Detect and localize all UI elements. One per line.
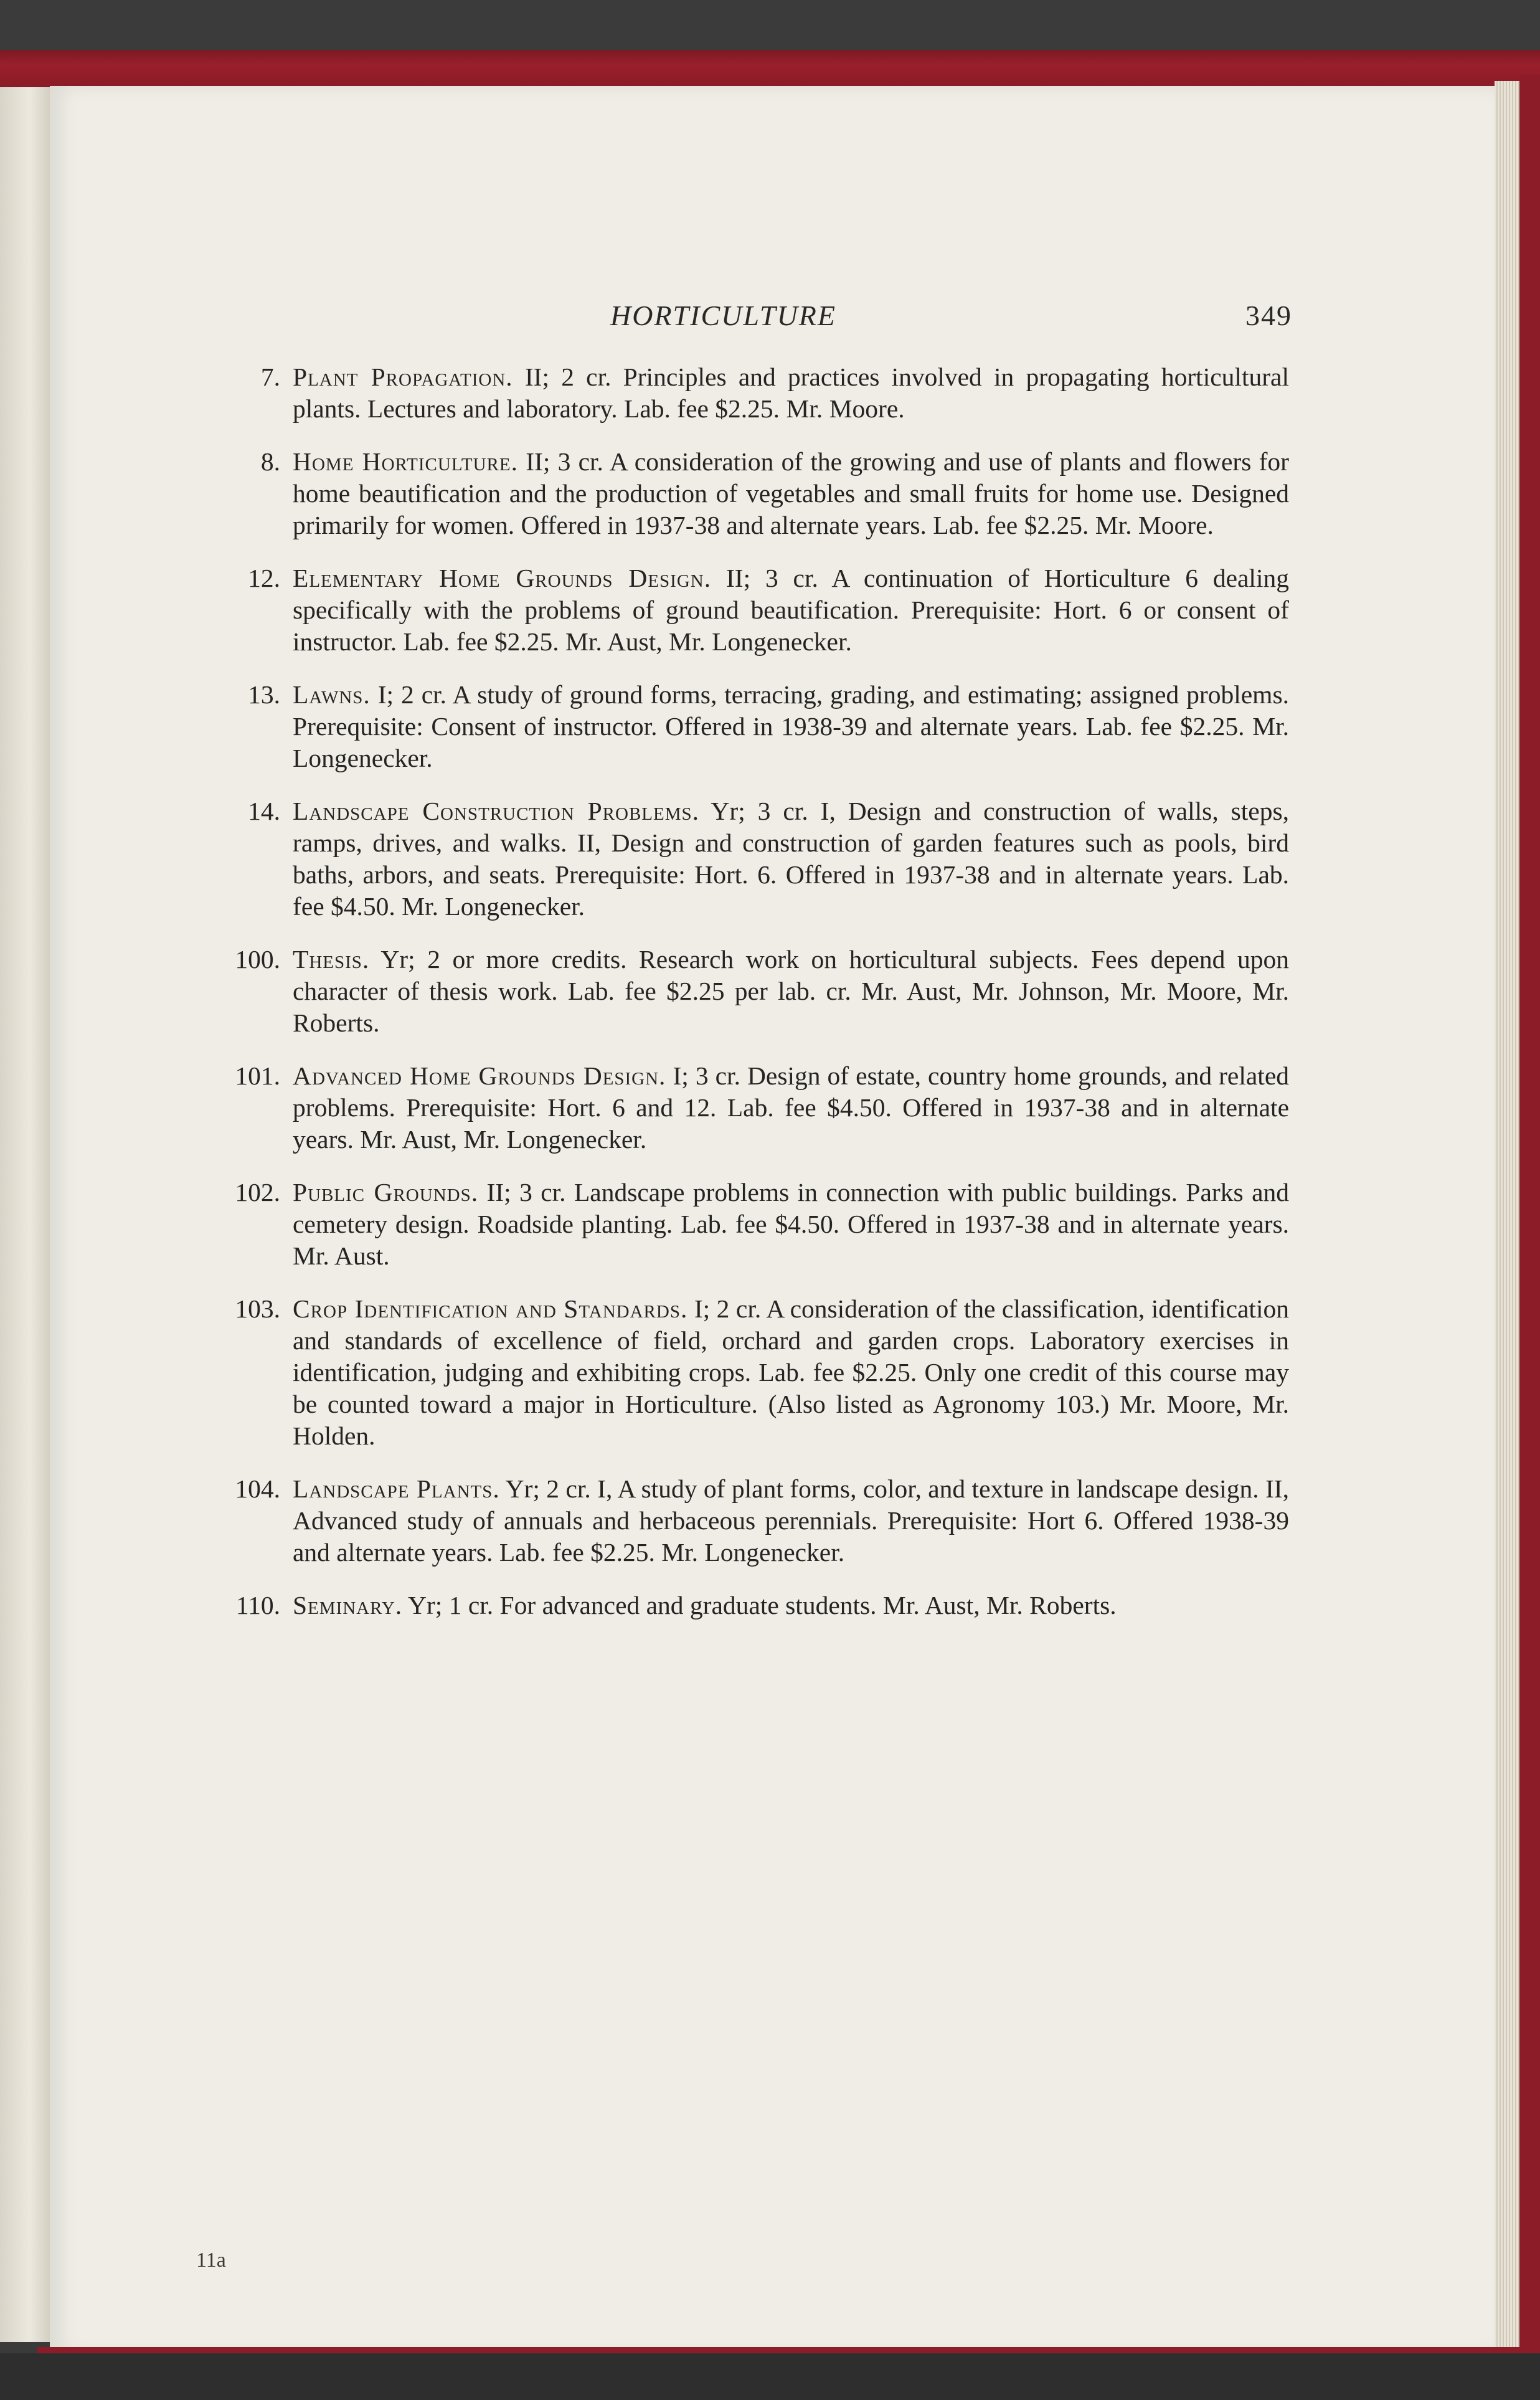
course-description: Yr; 3 cr. I, Design and construction of walls, steps, ramps, drives, and walks. II, Design and construction of garden features such as pools, bird baths, arbors, and seats. Prerequisite: Hort. 6. Offered in 1937-38 and in alternate years. Lab. fee $4.50. Mr. Longenecker. [293,797,1290,921]
course-number: 14. [248,797,280,825]
course-description: I; 2 cr. A consideration of the classification, identification and standards of excellence of field, orchard and garden crops. Laboratory exercises in identification, judging and exhibiting crops. Lab. fee $2.25. Only one credit of this course may be counted toward a major in Horticulture. (Also listed as Agronomy 103.) Mr. Moore, Mr. Holden. [293,1294,1289,1450]
course-description: I; 2 cr. A study of ground forms, terracing, grading, and estimating; assigned problems. Prerequisite: Consent of instructor. Offered in 1938-39 and alternate years. Lab. fee $2.25. Mr. Longenecker. [293,680,1289,772]
book-cover-edge-top [0,50,1540,87]
course-title: Landscape Construction Problems. [293,797,700,825]
course-title: Thesis. [293,945,370,974]
course-description: Yr; 2 cr. I, A study of plant forms, color, and texture in landscape design. II, Advanced study of annuals and herbaceous perennials. Prerequisite: Hort 6. Offered 1938-39 and alternate years. Lab. fee $2.25. Mr. Longenecker. [293,1474,1289,1567]
course-number: 12. [248,564,280,592]
course-entry [205,361,1289,425]
course-entry [205,1473,1289,1568]
course-title: Home Horticulture. [293,447,518,476]
course-number: 110. [235,1591,280,1620]
course-entry [205,1060,1289,1155]
course-title: Elementary Home Grounds Design. [293,564,712,592]
course-number: 100. [235,945,280,974]
course-entry [205,1177,1289,1272]
course-description: II; 2 cr. Principles and practices involved in propagating horticultural plants. Lectures and laboratory. Lab. fee $2.25. Mr. Moore. [293,363,1289,423]
course-number: 8. [260,447,280,476]
course-title: Crop Identification and Standards. [293,1294,688,1323]
course-description: I; 3 cr. Design of estate, country home grounds, and related problems. Prerequisite: Hort. 6 and 12. Lab. fee $4.50. Offered in 1937-38 and in alternate years. Mr. Aust, Mr. Longenecker. [293,1061,1290,1154]
course-entry [205,446,1289,541]
page-number: 349 [1245,300,1292,331]
course-entry [205,562,1289,658]
course-number: 102. [235,1178,280,1207]
course-title: Plant Propagation. [293,363,513,391]
scanner-background-bottom [0,2353,1540,2400]
course-number: 13. [248,680,280,709]
course-description: Yr; 2 or more credits. Research work on horticultural subjects. Fees depend upon character of thesis work. Lab. fee $2.25 per lab. cr. Mr. Aust, Mr. Johnson, Mr. Moore, Mr. Roberts. [293,945,1289,1037]
book-cover-edge-right [1519,75,1540,2367]
course-entry [205,679,1289,774]
course-title: Lawns. [293,680,371,709]
course-entry [205,795,1289,923]
course-entry [205,1293,1289,1452]
scanner-background-top [0,0,1540,53]
running-head-title: HORTICULTURE [610,300,837,331]
course-title: Public Grounds. [293,1178,479,1207]
course-number: 101. [235,1061,280,1090]
course-description: II; 3 cr. Landscape problems in connection with public buildings. Parks and cemetery design. Roadside planting. Lab. fee $4.50. Offered in 1937-38 and in alternate years. Mr. Aust. [293,1178,1289,1270]
facing-page-edge [0,87,50,2342]
course-title: Advanced Home Grounds Design. [293,1061,666,1090]
course-description: II; 3 cr. A consideration of the growing and use of plants and flowers for home beautification and the production of vegetables and small fruits for home use. Designed primarily for women. Offered in 1937-38 and alternate years. Lab. fee $2.25. Mr. Moore. [293,447,1289,539]
signature-mark: 11a [196,2249,226,2272]
course-list [205,361,1289,1643]
course-title: Seminary. [293,1591,403,1620]
course-entry [205,1590,1289,1621]
course-entry [205,944,1289,1039]
course-title: Landscape Plants. [293,1474,500,1503]
course-description: Yr; 1 cr. For advanced and graduate students. Mr. Aust, Mr. Roberts. [402,1591,1117,1620]
course-number: 7. [260,363,280,391]
course-description: II; 3 cr. A continuation of Horticulture 6 dealing specifically with the problems of ground beautification. Prerequisite: Hort. 6 or consent of instructor. Lab. fee $2.25. Mr. Aust, Mr. Longenecker. [293,564,1289,656]
course-number: 104. [235,1474,280,1503]
course-number: 103. [235,1294,280,1323]
